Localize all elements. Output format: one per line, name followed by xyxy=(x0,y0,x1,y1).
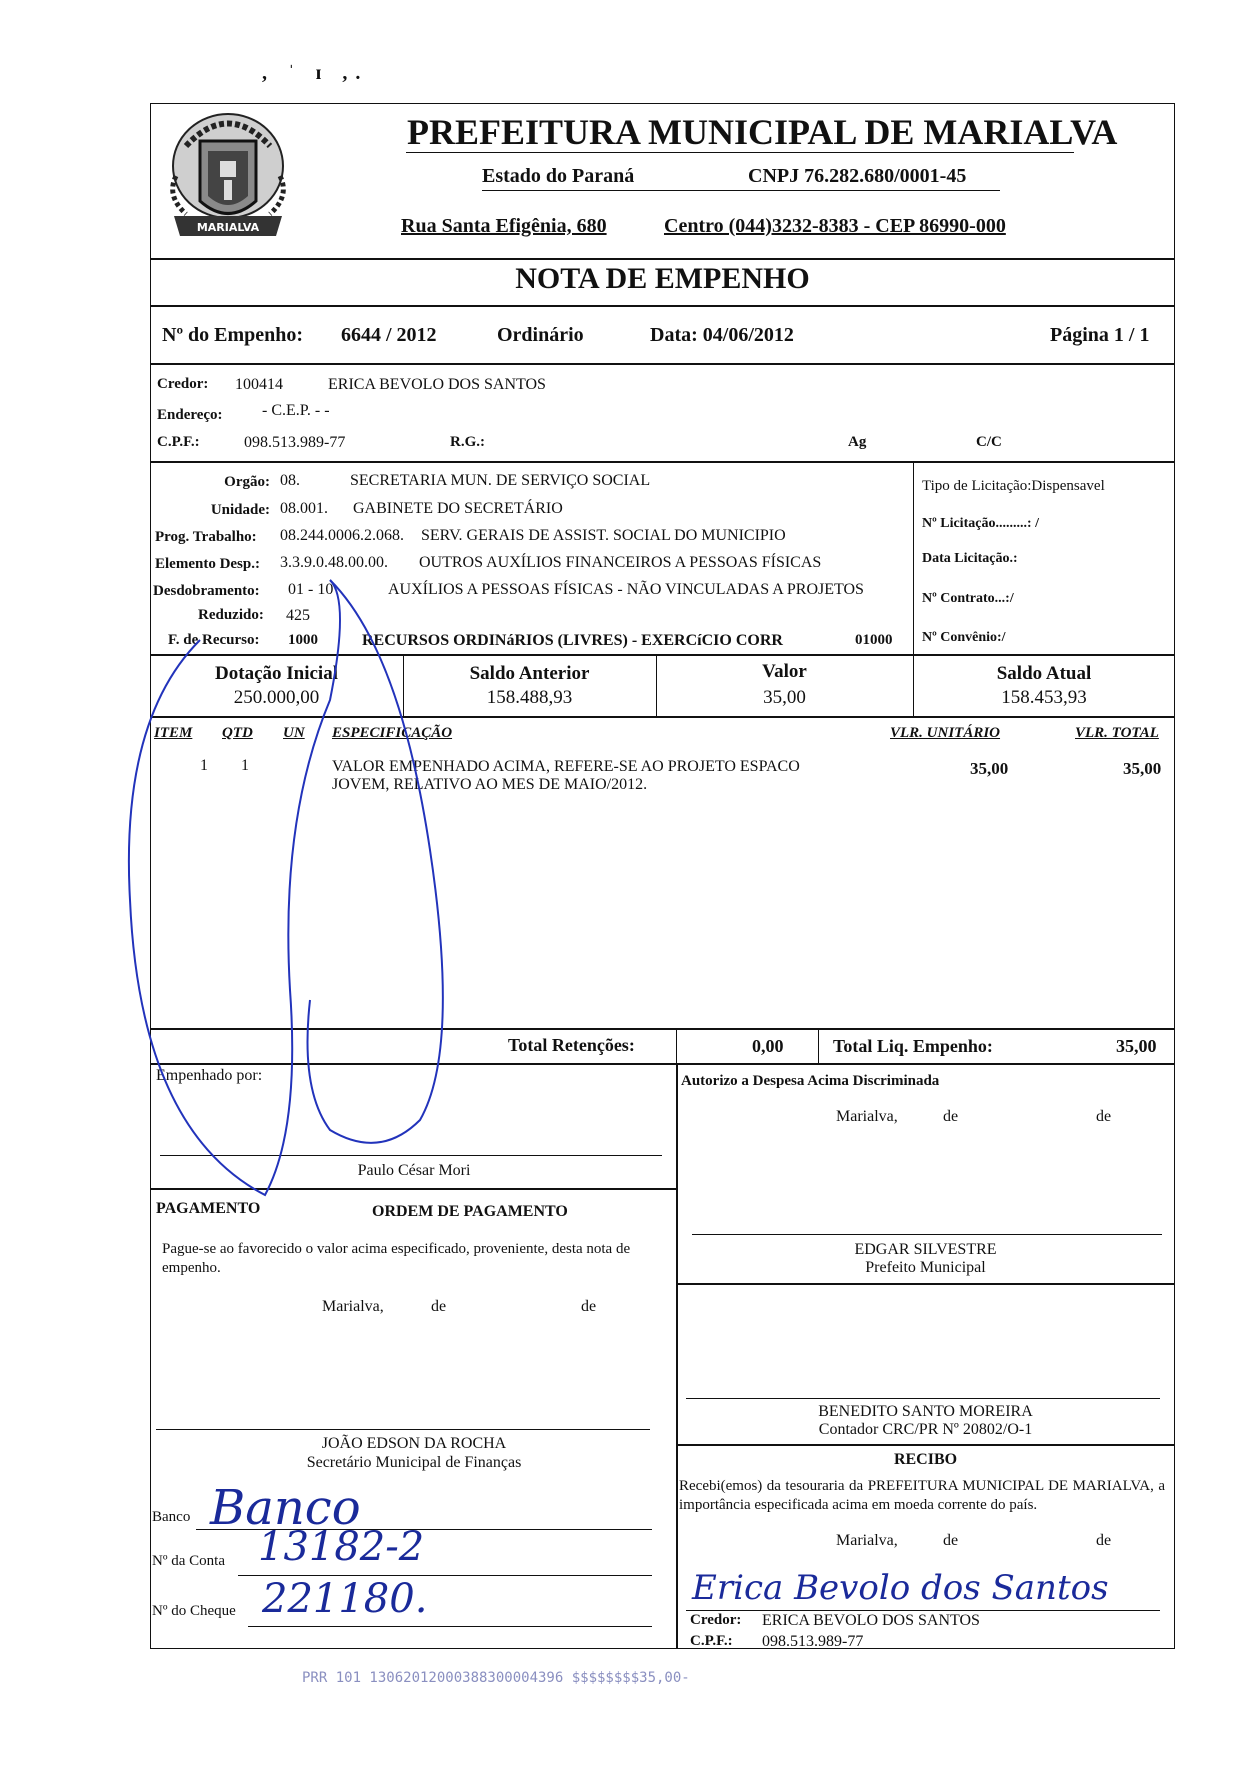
recibo-credor-label: Credor: xyxy=(690,1612,742,1628)
contact-info: Centro (044)3232-8383 - CEP 86990-000 xyxy=(664,215,1006,237)
endereco-label: Endereço: xyxy=(157,407,223,423)
footer-processing-code: PRR 101 13062012000388300004396 $$$$$$$$35,00- xyxy=(302,1670,690,1686)
fonte-code: 1000 xyxy=(288,632,318,648)
svg-text:MARIALVA: MARIALVA xyxy=(196,221,260,234)
fonte-name: RECURSOS ORDINáRIOS (LIVRES) - EXERCíCIO CORR xyxy=(362,632,783,649)
col-un: UN xyxy=(283,725,305,741)
banco-label: Banco xyxy=(152,1509,191,1525)
credor-name: ERICA BEVOLO DOS SANTOS xyxy=(328,376,546,393)
contador-role: Contador CRC/PR Nº 20802/O-1 xyxy=(818,1421,1033,1438)
fonte-number: 01000 xyxy=(855,632,893,648)
empenho-number: 6644 / 2012 xyxy=(341,324,437,346)
row-unit-value: 35,00 xyxy=(970,759,1009,778)
financas-signer: JOÃO EDSON DA ROCHA xyxy=(321,1435,507,1452)
unidade-name: GABINETE DO SECRETÁRIO xyxy=(353,500,563,517)
liquido-value: 35,00 xyxy=(1116,1036,1157,1056)
tipo-licitacao: Tipo de Licitação:Dispensavel xyxy=(922,478,1105,494)
rg-label: R.G.: xyxy=(450,434,485,450)
cheque-handwritten: 221180. xyxy=(262,1576,428,1622)
contador-name: BENEDITO SANTO MOREIRA xyxy=(818,1403,1033,1420)
row-item: 1 xyxy=(200,757,208,774)
page-number: Página 1 / 1 xyxy=(1050,324,1150,346)
saldo-anterior-label: Saldo Anterior xyxy=(469,663,590,684)
dotacao-value: 250.000,00 xyxy=(233,687,320,708)
prog-name: SERV. GERAIS DE ASSIST. SOCIAL DO MUNICIPIO xyxy=(421,527,786,544)
saldo-anterior-value: 158.488,93 xyxy=(486,687,573,708)
cpf-value: 098.513.989-77 xyxy=(244,434,346,451)
empenhado-label: Empenhado por: xyxy=(156,1067,263,1084)
saldo-atual-value: 158.453,93 xyxy=(1001,687,1087,708)
prefeito-role: Prefeito Municipal xyxy=(865,1259,986,1276)
recibo-credor-name: ERICA BEVOLO DOS SANTOS xyxy=(762,1612,980,1629)
recibo-cpf-label: C.P.F.: xyxy=(690,1633,733,1649)
ordem-pagamento-title: ORDEM DE PAGAMENTO xyxy=(372,1203,568,1220)
cpf-label: C.P.F.: xyxy=(157,434,200,450)
orgao-code: 08. xyxy=(280,472,300,489)
cnpj: CNPJ 76.282.680/0001-45 xyxy=(748,165,967,187)
address: Rua Santa Efigênia, 680 xyxy=(401,215,607,237)
fonte-label: F. de Recurso: xyxy=(168,632,260,648)
reduzido-label: Reduzido: xyxy=(198,607,264,623)
elemento-name: OUTROS AUXÍLIOS FINANCEIROS A PESSOAS FÍSICAS xyxy=(419,554,822,571)
state-name: Estado do Paraná xyxy=(482,165,635,187)
empenho-number-label: Nº do Empenho: xyxy=(162,324,304,346)
autorizo-de1: de xyxy=(943,1108,959,1125)
orgao-label: Orgão: xyxy=(224,474,270,490)
recibo-de2: de xyxy=(1096,1532,1112,1549)
scan-marks: , ˈ ɪ ,. xyxy=(262,62,369,84)
retencoes-label: Total Retenções: xyxy=(508,1035,635,1055)
pagamento-text: Pague-se ao favorecido o valor acima especificado, proveniente, desta nota de empenho. xyxy=(162,1241,631,1276)
prefeito-name: EDGAR SILVESTRE xyxy=(854,1241,997,1258)
credor-code: 100414 xyxy=(235,376,283,393)
numero-licitacao: Nº Licitação.........: / xyxy=(922,516,1039,531)
pagamento-de2: de xyxy=(581,1298,597,1315)
desdobramento-name: AUXÍLIOS A PESSOAS FÍSICAS - NÃO VINCULADAS A PROJETOS xyxy=(388,581,864,598)
credor-label: Credor: xyxy=(157,376,209,392)
elemento-label: Elemento Desp.: xyxy=(155,556,260,572)
col-vlr-total: VLR. TOTAL xyxy=(1075,725,1159,741)
row-desc-line1: VALOR EMPENHADO ACIMA, REFERE-SE AO PROJETO ESPACO xyxy=(332,758,800,775)
conta-handwritten: 13182-2 xyxy=(258,1524,425,1570)
unidade-label: Unidade: xyxy=(210,502,270,518)
numero-contrato: Nº Contrato...:/ xyxy=(922,591,1014,606)
orgao-name: SECRETARIA MUN. DE SERVIÇO SOCIAL xyxy=(350,472,651,489)
retencoes-value: 0,00 xyxy=(752,1036,784,1056)
recibo-place: Marialva, xyxy=(836,1532,898,1549)
cheque-label: Nº do Cheque xyxy=(152,1603,236,1619)
desdobramento-label: Desdobramento: xyxy=(153,583,260,599)
row-total-value: 35,00 xyxy=(1123,759,1162,778)
endereco-value: - C.E.P. - - xyxy=(262,402,330,419)
liquido-label: Total Liq. Empenho: xyxy=(833,1036,993,1056)
row-qtd: 1 xyxy=(241,757,249,774)
autorizo-label: Autorizo a Despesa Acima Discriminada xyxy=(681,1073,940,1089)
col-item: ITEM xyxy=(154,725,193,741)
coat-of-arms-logo xyxy=(156,106,300,256)
doc-title: NOTA DE EMPENHO xyxy=(515,262,810,295)
recibo-cpf-value: 098.513.989-77 xyxy=(762,1633,864,1650)
ag-label: Ag xyxy=(848,434,867,450)
empenho-date: Data: 04/06/2012 xyxy=(650,324,794,346)
financas-role: Secretário Municipal de Finanças xyxy=(306,1454,522,1471)
valor-label: Valor xyxy=(762,661,807,682)
saldo-atual-label: Saldo Atual xyxy=(996,663,1092,684)
prog-label: Prog. Trabalho: xyxy=(155,529,257,545)
col-especificacao: ESPECIFICAÇÃO xyxy=(332,725,453,741)
recibo-title: RECIBO xyxy=(893,1451,958,1468)
pagamento-place: Marialva, xyxy=(322,1298,384,1315)
col-vlr-unitario: VLR. UNITÁRIO xyxy=(890,725,1001,741)
data-licitacao: Data Licitação.: xyxy=(922,551,1018,566)
dotacao-label: Dotação Inicial xyxy=(215,663,338,684)
banco-handwritten: Banco xyxy=(210,1480,361,1536)
pagamento-de1: de xyxy=(431,1298,447,1315)
numero-convenio: Nº Convênio:/ xyxy=(922,630,1006,645)
unidade-code: 08.001. xyxy=(280,500,328,517)
col-qtd: QTD xyxy=(222,725,253,741)
autorizo-de2: de xyxy=(1096,1108,1112,1125)
row-desc-line2: JOVEM, RELATIVO AO MES DE MAIO/2012. xyxy=(332,776,648,793)
cc-label: C/C xyxy=(976,434,1002,450)
empenho-type: Ordinário xyxy=(497,324,584,346)
elemento-code: 3.3.9.0.48.00.00. xyxy=(280,554,388,571)
recibo-signature: Erica Bevolo dos Santos xyxy=(692,1568,1109,1608)
desdobramento-code: 01 - 10 xyxy=(288,581,334,598)
prefeitura-title: PREFEITURA MUNICIPAL DE MARIALVA xyxy=(407,112,1118,152)
reduzido-value: 425 xyxy=(286,607,310,624)
conta-label: Nº da Conta xyxy=(152,1553,225,1569)
autorizo-place: Marialva, xyxy=(836,1108,898,1125)
prog-code: 08.244.0006.2.068. xyxy=(280,527,404,544)
empenhado-signer: Paulo César Mori xyxy=(357,1162,471,1179)
pagamento-label: PAGAMENTO xyxy=(156,1200,261,1217)
recibo-de1: de xyxy=(943,1532,959,1549)
recibo-text: Recebi(emos) da tesouraria da PREFEITURA MUNICIPAL DE MARIALVA, a importância especificada acima em moeda corrente do país. xyxy=(679,1478,1165,1513)
valor-value: 35,00 xyxy=(763,687,806,708)
totals-box xyxy=(150,1028,1175,1065)
